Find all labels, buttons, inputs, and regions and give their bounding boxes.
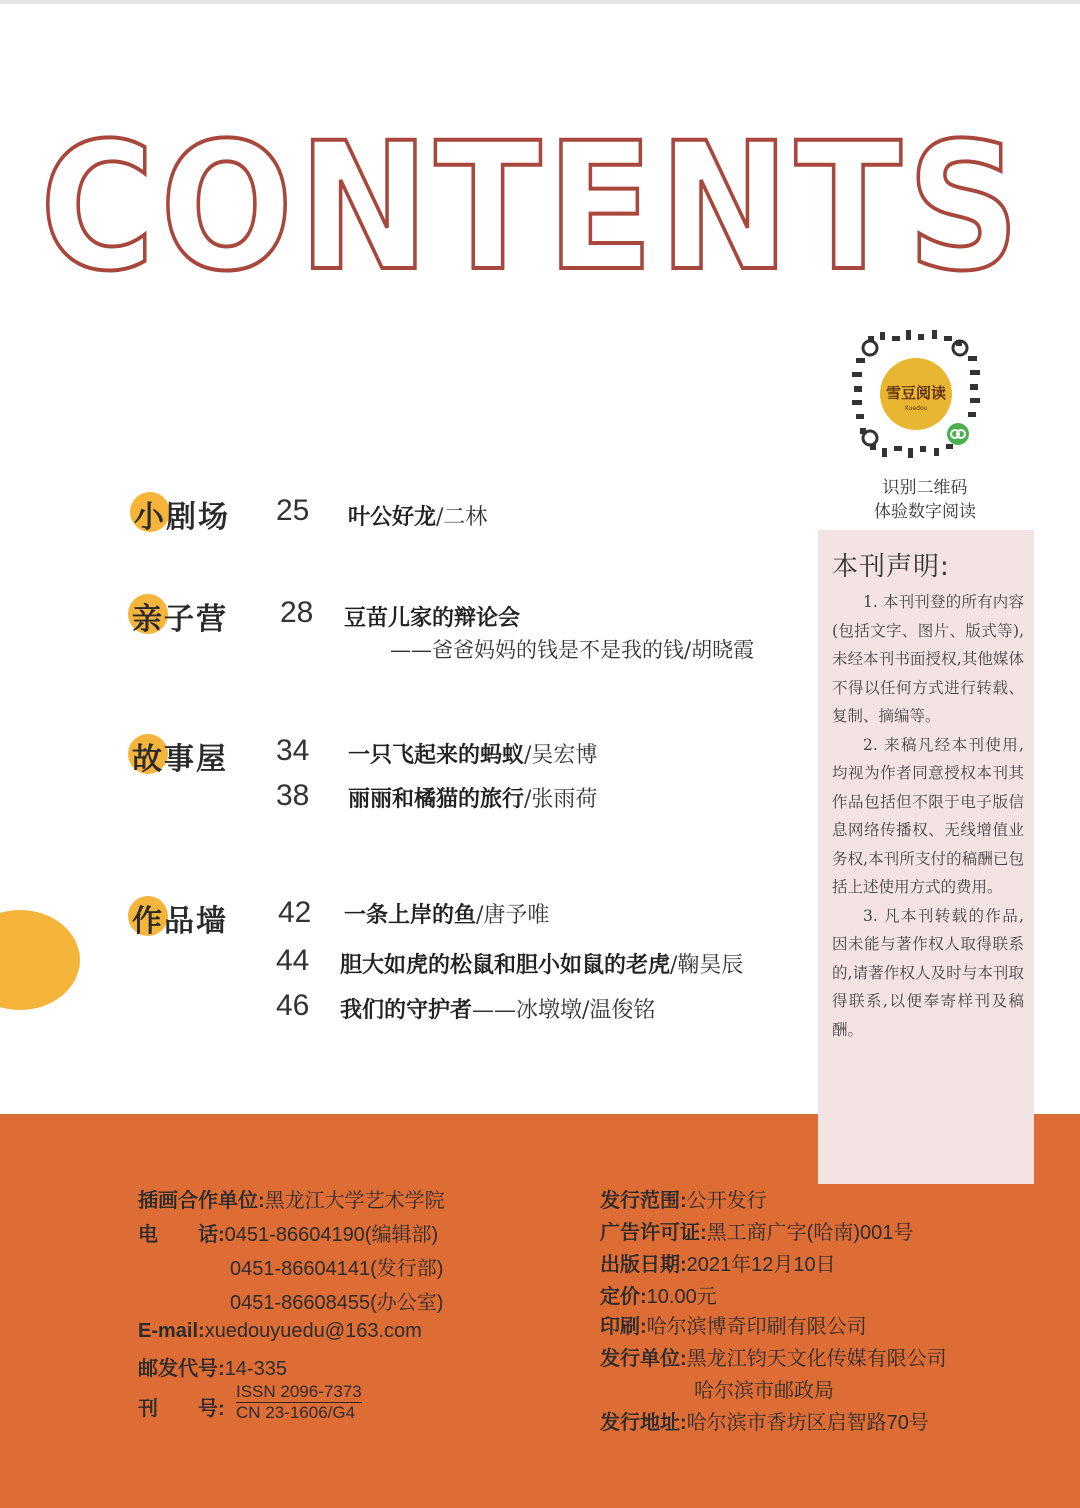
qr-caption: 识别二维码 体验数字阅读: [874, 478, 976, 522]
notice-paragraph: 2. 来稿凡经本刊使用,均视为作者同意授权本刊其作品包括但不限于电子版信息网络传播权、无线增值业务权,本刊所支付的稿酬已包括上述使用方式的费用。: [832, 735, 1024, 896]
entry-author: ——冰墩墩/温俊铭: [472, 998, 656, 1023]
entry-author: /吴宏博: [524, 743, 598, 768]
phone-row: 0451-86604141(发行部): [230, 1258, 444, 1280]
toc-entry[interactable]: [348, 500, 487, 531]
entry-title: 一条上岸的鱼: [344, 903, 477, 928]
publish-date: 出版日期:2021年12月10日: [600, 1254, 836, 1276]
notice-paragraph: 1. 本刊刊登的所有内容(包括文字、图片、版式等),未经本刊书面授权,其他媒体不得以任何方式进行转载、复制、摘编等。: [832, 593, 1024, 725]
contents-title-text: CONTENTS: [40, 128, 1025, 288]
section-label: 亲子营: [132, 602, 228, 637]
entry-title: 叶公好龙: [348, 505, 437, 530]
email-row[interactable]: E-mail:xuedouyuedu@163.com: [138, 1320, 422, 1342]
toc-entry[interactable]: [348, 782, 597, 813]
issn: ISSN 2096-7373: [236, 1382, 362, 1401]
page-number: 25: [276, 494, 310, 527]
notice-body: [832, 588, 1024, 1044]
toc-entry[interactable]: [344, 601, 520, 632]
entry-title: 一只飞起来的蚂蚁: [348, 743, 525, 768]
notice-box: [818, 530, 1034, 1184]
section-label: 小剧场: [134, 500, 230, 535]
entry-author: /二林: [436, 505, 488, 530]
page-number: 34: [276, 734, 310, 767]
distribution-address: 发行地址:哈尔滨市香坊区启智路70号: [600, 1412, 929, 1434]
contents-title: [40, 128, 1040, 288]
issn-block: [236, 1382, 362, 1423]
page-number: 46: [276, 989, 310, 1022]
cn-number: CN 23-1606/G4: [236, 1403, 356, 1422]
toc-entry[interactable]: [340, 948, 743, 979]
page-number: 28: [280, 596, 314, 629]
entry-author: /唐予唯: [476, 903, 550, 928]
entry-author: /张雨荷: [524, 787, 598, 812]
top-edge-line: [0, 0, 1080, 4]
notice-title: 本刊声明:: [832, 552, 950, 582]
qr-logo-text: 雪豆阅读: [885, 384, 947, 402]
issue-number-label: 刊 号:: [138, 1398, 225, 1420]
page-number: 44: [276, 944, 310, 977]
distribution-unit-2: 哈尔滨市邮政局: [694, 1380, 834, 1402]
section-label: 故事屋: [132, 742, 228, 777]
toc-entry[interactable]: [340, 993, 655, 1024]
printer: 印刷:哈尔滨博奇印刷有限公司: [600, 1316, 867, 1338]
phone-row: 电 话:0451-86604190(编辑部): [138, 1224, 439, 1246]
toc-entry[interactable]: [344, 898, 549, 929]
qr-code[interactable]: [848, 326, 984, 462]
toc-entry[interactable]: [348, 738, 597, 769]
notice-paragraph: 3. 凡本刊转载的作品,因未能与著作权人取得联系的,请著作权人及时与本刊取得联系,以便奉寄样刊及稿酬。: [832, 906, 1024, 1039]
entry-title: 我们的守护者: [340, 998, 473, 1023]
illustration-partner: 插画合作单位:黑龙江大学艺术学院: [138, 1190, 445, 1212]
page-number: 38: [276, 779, 310, 812]
entry-title: 豆苗儿家的辩论会: [344, 606, 521, 631]
page-number: 42: [278, 896, 312, 929]
entry-title: 丽丽和橘猫的旅行: [348, 787, 525, 812]
section-label: 作品墙: [132, 904, 228, 939]
entry-author: /鞠昊辰: [670, 953, 744, 978]
postal-code-row: 邮发代号:14-335: [138, 1358, 287, 1380]
distribution-unit: 发行单位:黑龙江钧天文化传媒有限公司: [600, 1348, 947, 1370]
phone-row: 0451-86608455(办公室): [230, 1292, 444, 1314]
price: 定价:10.00元: [600, 1286, 717, 1308]
ad-license: 广告许可证:黑工商广字(哈南)001号: [600, 1222, 914, 1244]
decorative-circle: [0, 910, 80, 1010]
distribution-range: 发行范围:公开发行: [600, 1190, 767, 1212]
qr-logo-sub: Xuedou: [904, 405, 928, 412]
entry-subtitle: ——爸爸妈妈的钱是不是我的钱/胡晓霞: [390, 638, 755, 662]
entry-title: 胆大如虎的松鼠和胆小如鼠的老虎: [340, 953, 671, 978]
